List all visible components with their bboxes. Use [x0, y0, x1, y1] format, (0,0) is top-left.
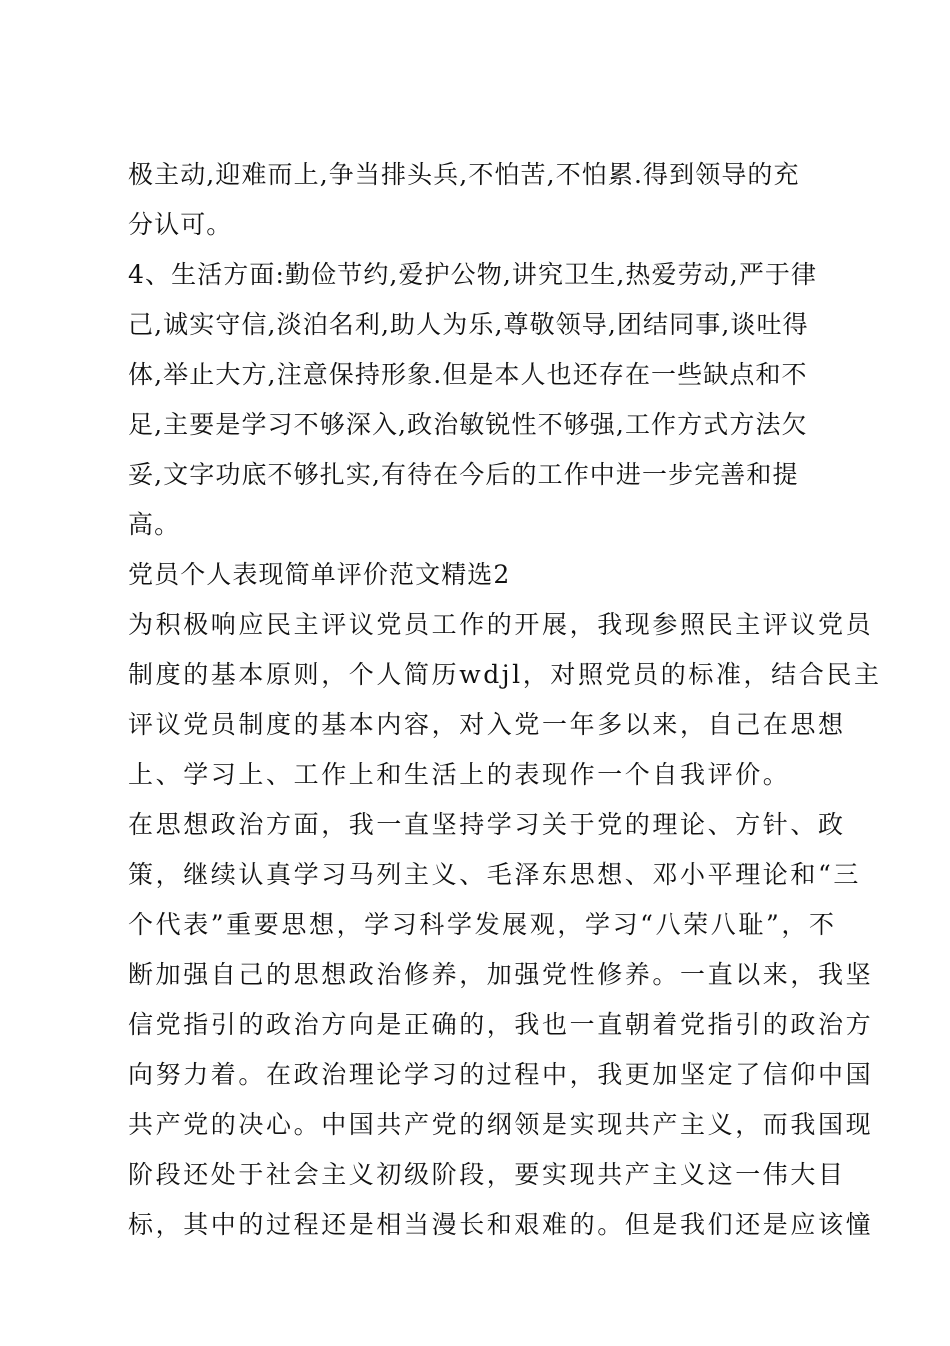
document-body [128, 150, 882, 1250]
text-line: 足,主要是学习不够深入,政治敏锐性不够强,工作方式方法欠 [128, 410, 808, 439]
text-line: 个代表”重要思想，学习科学发展观，学习“八荣八耻”，不 [128, 910, 837, 939]
text-line: 策，继续认真学习马列主义、毛泽东思想、邓小平理论和“三 [128, 860, 861, 889]
text-line: 共产党的决心。中国共产党的纲领是实现共产主义，而我国现 [128, 1110, 874, 1139]
text-line: 为积极响应民主评议党员工作的开展，我现参照民主评议党员 [128, 610, 874, 639]
text-line: 妥,文字功底不够扎实,有待在今后的工作中进一步完善和提 [128, 460, 799, 489]
text-line: 制度的基本原则，个人简历wdjl，对照党员的标准，结合民主 [128, 660, 882, 689]
text-line: 己,诚实守信,淡泊名利,助人为乐,尊敬领导,团结同事,谈吐得 [128, 310, 809, 339]
section-heading: 党员个人表现简单评价范文精选2 [128, 560, 511, 589]
text-line: 上、学习上、工作上和生活上的表现作一个自我评价。 [128, 760, 791, 789]
text-line: 4、生活方面:勤俭节约,爱护公物,讲究卫生,热爱劳动,严于律 [128, 260, 818, 289]
text-line: 体,举止大方,注意保持形象.但是本人也还存在一些缺点和不 [128, 360, 808, 389]
text-line: 信党指引的政治方向是正确的，我也一直朝着党指引的政治方 [128, 1010, 874, 1039]
text-line: 向努力着。在政治理论学习的过程中，我更加坚定了信仰中国 [128, 1060, 874, 1089]
text-line: 断加强自己的思想政治修养，加强党性修养。一直以来，我坚 [128, 960, 874, 989]
text-line: 高。 [128, 510, 181, 539]
text-line: 在思想政治方面，我一直坚持学习关于党的理论、方针、政 [128, 810, 846, 839]
text-line: 评议党员制度的基本内容，对入党一年多以来，自己在思想 [128, 710, 846, 739]
text-line: 分认可。 [128, 210, 233, 239]
text-line: 极主动,迎难而上,争当排头兵,不怕苦,不怕累.得到领导的充 [128, 160, 800, 189]
text-line: 阶段还处于社会主义初级阶段，要实现共产主义这一伟大目 [128, 1160, 846, 1189]
text-line: 标，其中的过程还是相当漫长和艰难的。但是我们还是应该憧 [128, 1210, 874, 1239]
